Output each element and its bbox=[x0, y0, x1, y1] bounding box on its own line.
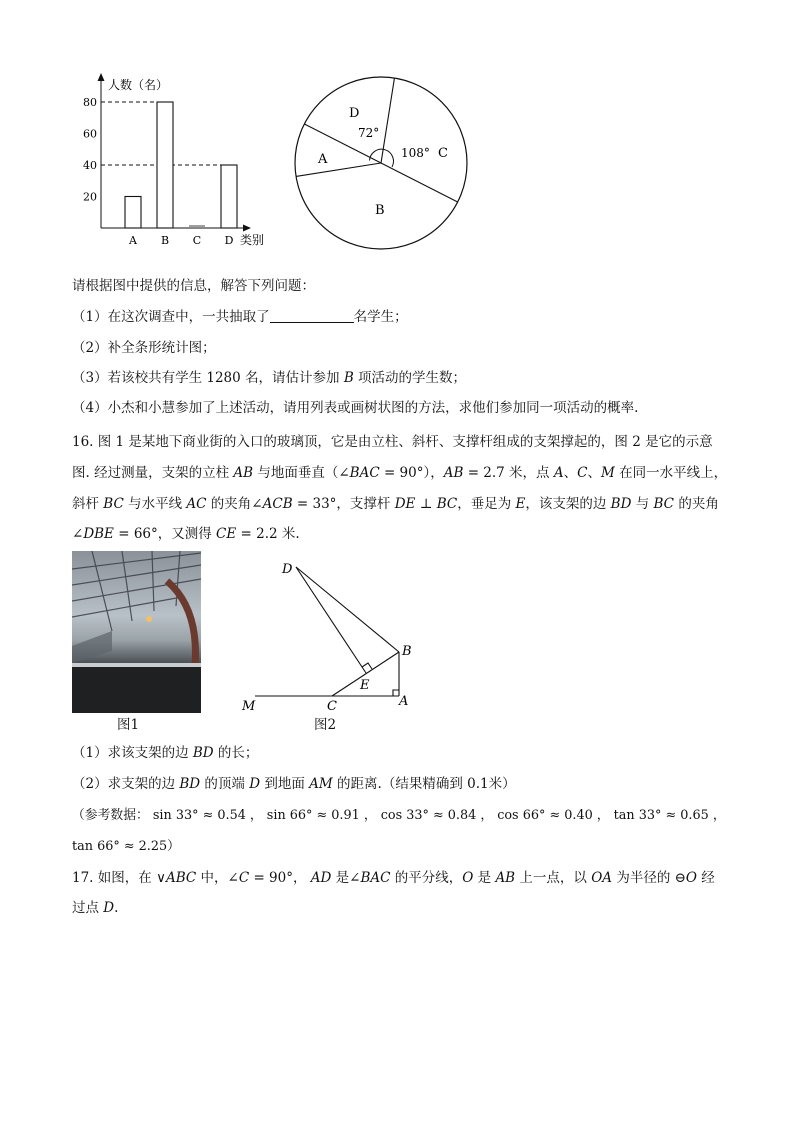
t: = 2.2 米. bbox=[236, 526, 300, 542]
point-d: D bbox=[282, 562, 293, 577]
var-d: D bbox=[103, 900, 115, 916]
p15-q2: （2）补全条形统计图； bbox=[72, 340, 216, 356]
y-tick-40: 40 bbox=[83, 159, 97, 172]
p15-q1 bbox=[72, 308, 408, 326]
t: = 33°，支撑杆 bbox=[292, 496, 395, 512]
t: 、 bbox=[587, 465, 601, 481]
var-bc: BC bbox=[103, 496, 124, 512]
t: 到地面 bbox=[260, 776, 310, 792]
var-bd: BD bbox=[610, 496, 632, 512]
t: = 90°， bbox=[249, 870, 311, 886]
pie-radius-c bbox=[381, 78, 394, 163]
t: = 66°，又测得 bbox=[113, 526, 217, 542]
bar-chart bbox=[80, 70, 280, 255]
pie-radius-b bbox=[381, 163, 458, 202]
t: 是∠ bbox=[331, 870, 361, 886]
var-c: C bbox=[238, 870, 250, 886]
p15-q3-text: （3）若该校共有学生 1280 名，请估计参加 bbox=[72, 370, 344, 386]
p17-line1 bbox=[72, 869, 715, 887]
var-b: B bbox=[343, 370, 354, 386]
t: 的距离.（结果精确到 0.1米） bbox=[332, 776, 516, 792]
p15-intro: 请根据图中提供的信息，解答下列问题： bbox=[72, 278, 315, 294]
figure1-photo bbox=[72, 551, 201, 713]
pie-annotation-108: 108° bbox=[401, 146, 430, 160]
point-c: C bbox=[327, 699, 337, 714]
var-bd: BD bbox=[192, 745, 214, 761]
t: 是 bbox=[473, 870, 496, 886]
var-am: AM bbox=[309, 776, 333, 792]
t: 17. 如图，在 bbox=[72, 870, 157, 886]
x-axis-label: 类别 bbox=[240, 233, 265, 247]
t: 上一点，以 bbox=[515, 870, 592, 886]
pie-label-a: A bbox=[318, 152, 328, 167]
t: 在同一水平线上， bbox=[614, 465, 728, 481]
t: 的夹角 bbox=[674, 496, 719, 512]
var-ce: CE bbox=[216, 526, 237, 542]
figure1-caption: 图1 bbox=[117, 717, 140, 733]
t: = 2.7 米，点 bbox=[463, 465, 554, 481]
t: 、 bbox=[563, 465, 578, 481]
p16-line1: 16. 图 1 是某地下商业街的入口的玻璃顶，它是由立柱、斜杆、支撑杆组成的支架撑起的，图 2 是它的示意 bbox=[72, 434, 713, 450]
p16-ref1: （参考数据： sin 33° ≈ 0.54 ， sin 66° ≈ 0.91 ， cos 33° ≈ 0.84 ， cos 66° ≈ 0.40 ， tan 33° ≈ 0.65 ， bbox=[72, 808, 726, 823]
var-bac: BAC bbox=[349, 465, 380, 481]
t: 经 bbox=[697, 870, 715, 886]
t: 的平分线， bbox=[390, 870, 463, 886]
var-bc: BC bbox=[653, 496, 675, 512]
t: ，该支架的边 bbox=[525, 496, 611, 512]
t: （1）求该支架的边 bbox=[72, 745, 193, 761]
p16-line3 bbox=[72, 495, 719, 513]
pie-label-c: C bbox=[438, 146, 448, 161]
y-tick-20: 20 bbox=[83, 190, 97, 204]
var-circle-o: ⊖O bbox=[674, 870, 698, 886]
var-bc: BC bbox=[436, 496, 458, 512]
figure2-caption: 图2 bbox=[314, 717, 337, 733]
pie-label-b: B bbox=[375, 203, 385, 218]
p16-ref2: tan 66° ≈ 2.25） bbox=[72, 839, 180, 854]
p16-line4 bbox=[72, 525, 300, 543]
var-d: D bbox=[249, 776, 261, 792]
t: 与 bbox=[631, 496, 654, 512]
var-de: DE bbox=[394, 496, 416, 512]
t: 的长； bbox=[213, 745, 259, 761]
var-ad: AD bbox=[310, 870, 332, 886]
var-o: O bbox=[462, 870, 474, 886]
var-a: A bbox=[553, 465, 564, 481]
var-ac: AC bbox=[186, 496, 207, 512]
var-acb: ACB bbox=[262, 496, 293, 512]
t: （2）求支架的边 bbox=[72, 776, 180, 792]
p16-line2 bbox=[72, 464, 727, 482]
point-m: M bbox=[242, 699, 256, 714]
p15-q4: （4）小杰和小慧参加了上述活动，请用列表或画树状图的方法，求他们参加同一项活动的概率. bbox=[72, 400, 639, 416]
p17-line2 bbox=[72, 899, 118, 917]
x-tick-a: A bbox=[129, 234, 137, 247]
t: . bbox=[114, 900, 119, 916]
p15-q1-text: （1）在这次调查中，一共抽取了 bbox=[72, 309, 270, 325]
figure2-diagram bbox=[235, 555, 420, 715]
t: 为半径的 bbox=[612, 870, 675, 886]
var-ab: AB bbox=[495, 870, 516, 886]
var-dbe: DBE bbox=[83, 526, 114, 542]
segment-db bbox=[296, 567, 399, 652]
segment-de bbox=[296, 567, 366, 673]
t: 与地面垂直（∠ bbox=[253, 465, 350, 481]
var-c: C bbox=[577, 465, 588, 481]
y-tick-80: 80 bbox=[83, 96, 97, 109]
t: 的顶端 bbox=[200, 776, 250, 792]
var-ab: AB bbox=[233, 465, 254, 481]
p16-q1 bbox=[72, 744, 258, 762]
p16-q2 bbox=[72, 775, 516, 793]
t: ，垂足为 bbox=[457, 496, 516, 512]
pie-annotation-72: 72° bbox=[358, 126, 380, 140]
pie-chart bbox=[292, 75, 474, 257]
point-b: B bbox=[402, 644, 412, 659]
answer-blank[interactable] bbox=[270, 309, 354, 323]
y-tick-60: 60 bbox=[83, 127, 97, 141]
t: = 90°）， bbox=[379, 465, 444, 481]
var-e: E bbox=[515, 496, 526, 512]
x-tick-b: B bbox=[160, 234, 170, 247]
var-bd: BD bbox=[179, 776, 201, 792]
var-oa: OA bbox=[591, 870, 613, 886]
y-axis-arrow bbox=[98, 73, 105, 81]
t: 与水平线 bbox=[123, 496, 187, 512]
t: 过点 bbox=[72, 900, 104, 916]
point-e: E bbox=[360, 678, 370, 693]
t: 斜杆 bbox=[72, 496, 104, 512]
x-tick-c: C bbox=[192, 234, 202, 247]
y-axis-label: 人数（名） bbox=[108, 78, 169, 92]
pie-label-d: D bbox=[349, 106, 360, 121]
t: ∠ bbox=[72, 526, 84, 542]
bar-b bbox=[157, 102, 173, 228]
t: 的夹角∠ bbox=[206, 496, 263, 512]
t: ⊥ bbox=[415, 496, 437, 512]
bar-d bbox=[221, 165, 237, 228]
pie-radius-a bbox=[296, 163, 381, 176]
point-a: A bbox=[399, 694, 409, 709]
var-bac: BAC bbox=[360, 870, 391, 886]
var-abc: ∨ABC bbox=[156, 870, 197, 886]
var-ab: AB bbox=[443, 465, 464, 481]
p15-q3-tail: 项活动的学生数； bbox=[353, 370, 467, 386]
x-axis-arrow bbox=[243, 225, 251, 232]
bar-a bbox=[125, 197, 141, 229]
p15-q3 bbox=[72, 369, 466, 387]
t: 图. 经过测量，支架的立柱 bbox=[72, 465, 234, 481]
p15-q1-tail: 名学生； bbox=[353, 309, 408, 325]
x-tick-d: D bbox=[224, 234, 234, 247]
t: 中，∠ bbox=[196, 870, 239, 886]
var-m: M bbox=[600, 465, 615, 481]
right-angle-e bbox=[362, 663, 372, 669]
